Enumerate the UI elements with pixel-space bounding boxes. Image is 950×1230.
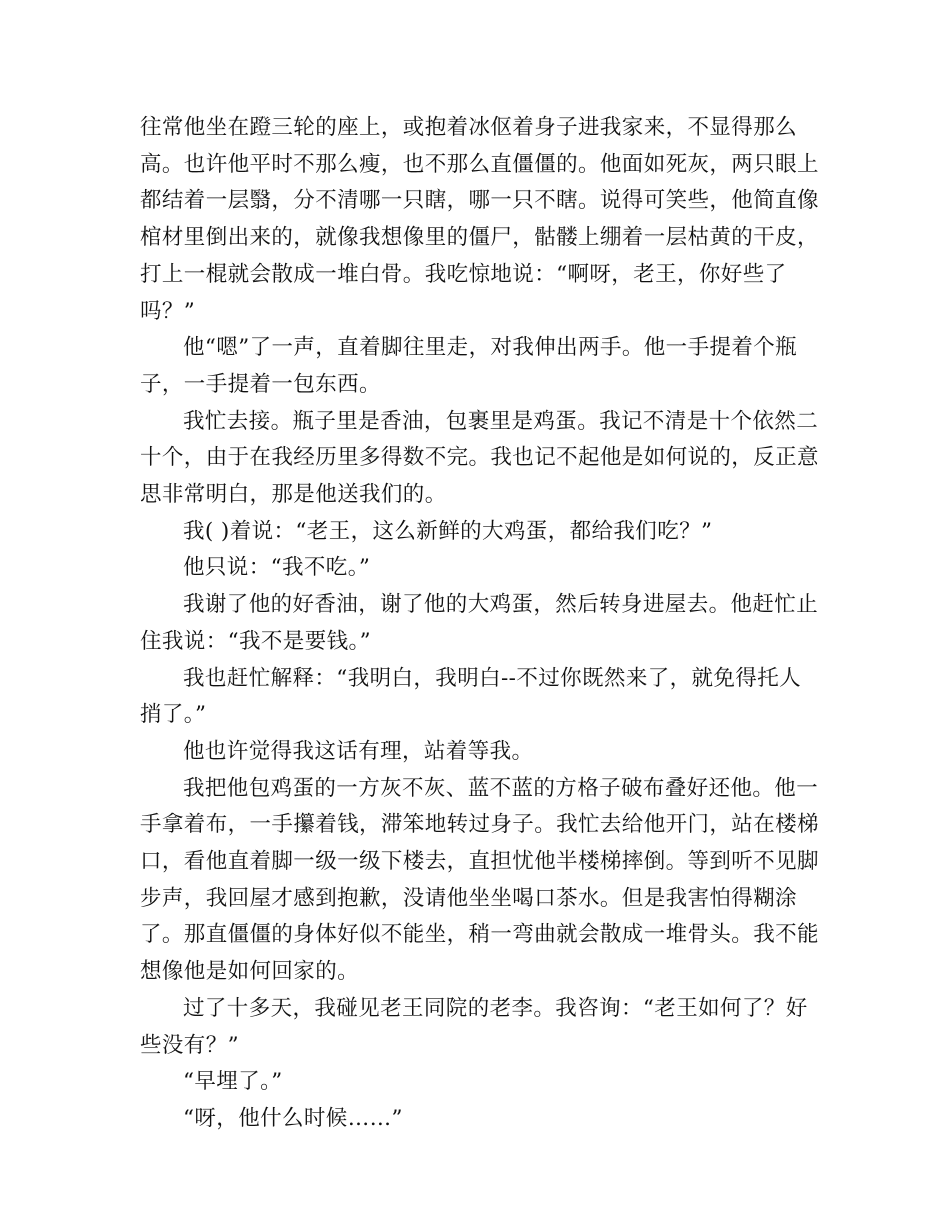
paragraph-6: 我谢了他的好香油，谢了他的大鸡蛋，然后转身进屋去。他赶忙止住我说：“我不是要钱。” (140, 592, 819, 654)
paragraph-2: 他“嗯”了一声，直着脚往里走，对我伸出两手。他一手提着个瓶子，一手提着一包东西。 (140, 335, 798, 397)
paragraph-11: “早埋了。” (183, 1069, 283, 1095)
paragraph-4: 我( )着说：“老王，这么新鲜的大鸡蛋，都给我们吃？” (183, 518, 713, 544)
paragraph-3: 我忙去接。瓶子里是香油，包裹里是鸡蛋。我记不清是十个依然二十个，由于在我经历里多得数不完。我也记不起他是如何说的，反正意思非常明白，那是他送我们的。 (140, 408, 819, 508)
paragraph-5: 他只说：“我不吃。” (183, 555, 371, 581)
paragraph-1: 往常他坐在蹬三轮的座上，或抱着冰伛着身子进我家来，不显得那么高。也许他平时不那么瘦，也不那么直僵僵的。他面如死灰，两只眼上都结着一层翳，分不清哪一只瞎，哪一只不瞎。说得可笑些，他简直像棺材里倒出来的，就像我想像里的僵尸，骷髅上绷着一层枯黄的干皮，打上一棍就会散成一堆白骨。我吃惊地说：“啊呀，老王，你好些了吗？” (140, 115, 819, 324)
paragraph-9: 我把他包鸡蛋的一方灰不灰、蓝不蓝的方格子破布叠好还他。他一手拿着布，一手攥着钱，滞笨地转过身子。我忙去给他开门，站在楼梯口，看他直着脚一级一级下楼去，直担忧他半楼梯摔倒。等到听不见脚步声，我回屋才感到抱歉，没请他坐坐喝口茶水。但是我害怕得糊涂了。那直僵僵的身体好似不能坐，稍一弯曲就会散成一堆骨头。我不能想像他是如何回家的。 (140, 775, 819, 985)
paragraph-7: 我也赶忙解释：“我明白，我明白--不过你既然来了，就免得托人捎了。” (140, 665, 802, 728)
paragraph-10: 过了十多天，我碰见老王同院的老李。我咨询：“老王如何了？好些没有？” (140, 995, 808, 1058)
paragraph-8: 他也许觉得我这话有理，站着等我。 (183, 738, 534, 764)
paragraph-12: “呀，他什么时候……” (183, 1105, 403, 1131)
document-body (140, 110, 820, 1138)
